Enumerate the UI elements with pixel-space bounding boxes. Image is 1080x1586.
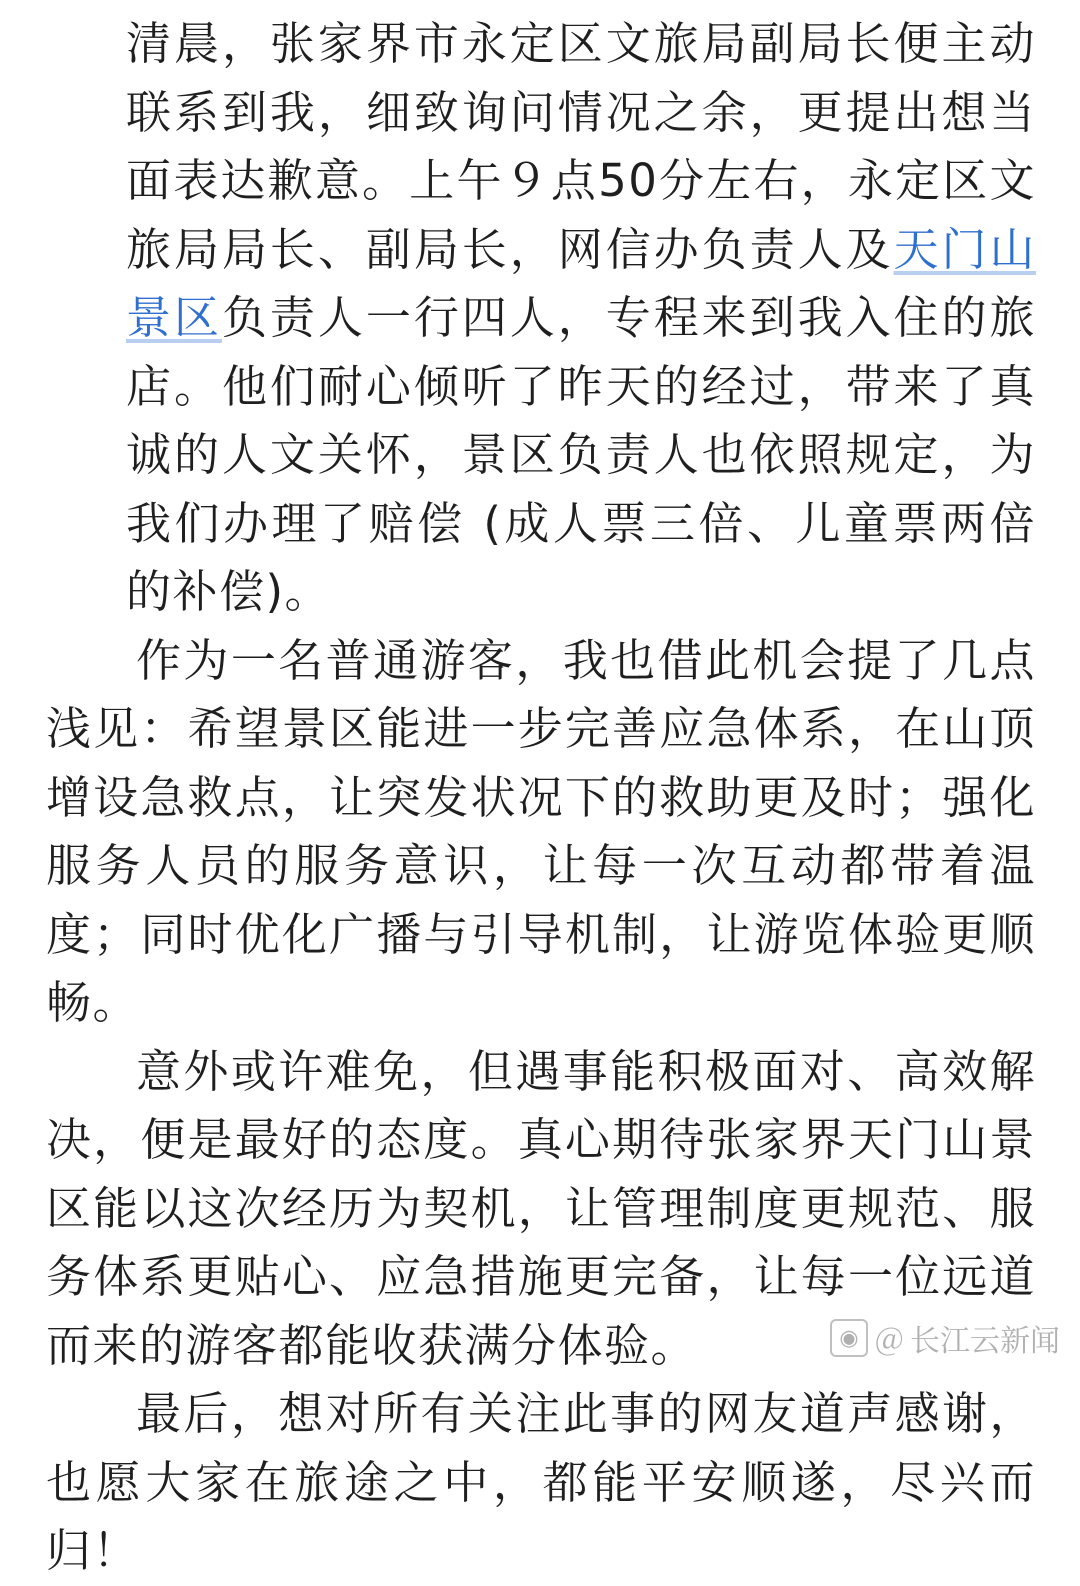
watermark bbox=[830, 1316, 1060, 1360]
paragraph-4: 最后，想对所有关注此事的网友道声感谢，也愿大家在旅途之中，都能平安顺遂，尽兴而归！ bbox=[46, 1387, 1036, 1577]
watermark-text: 长江云新闻 bbox=[910, 1324, 1060, 1359]
camera-icon: ◉ bbox=[830, 1319, 868, 1357]
watermark-prefix: ＠ bbox=[874, 1324, 904, 1359]
paragraph-1-text-b: 负责人一行四人，专程来到我入住的旅店。他们耐心倾听了昨天的经过，带来了真诚的人文关怀，景区负责人也依照规定，为我们办理了赔偿 (成人票三倍、儿童票两倍的补偿)。 bbox=[126, 291, 1036, 618]
tianmenshan-link[interactable]: 天门山景区 bbox=[126, 222, 1036, 344]
paragraph-3: 意外或许难免，但遇事能积极面对、高效解决，便是最好的态度。真心期待张家界天门山景区能以这次经历为契机，让管理制度更规范、服务体系更贴心、应急措施更完备，让每一位远道而来的游客都能收获满分体验。 bbox=[46, 1044, 1036, 1372]
paragraph-2: 作为一名普通游客，我也借此机会提了几点浅见：希望景区能进一步完善应急体系，在山顶增设急救点，让突发状况下的救助更及时；强化服务人员的服务意识，让每一次互动都带着温度；同时优化广播与引导机制，让游览体验更顺畅。 bbox=[46, 633, 1036, 1029]
paragraph-1 bbox=[46, 10, 1036, 627]
paragraph-1-text-a: 清晨，张家界市永定区文旅局副局长便主动联系到我，细致询问情况之余，更提出想当面表达歉意。上午９点50分左右，永定区文旅局局长、副局长，网信办负责人及 bbox=[126, 17, 1036, 276]
